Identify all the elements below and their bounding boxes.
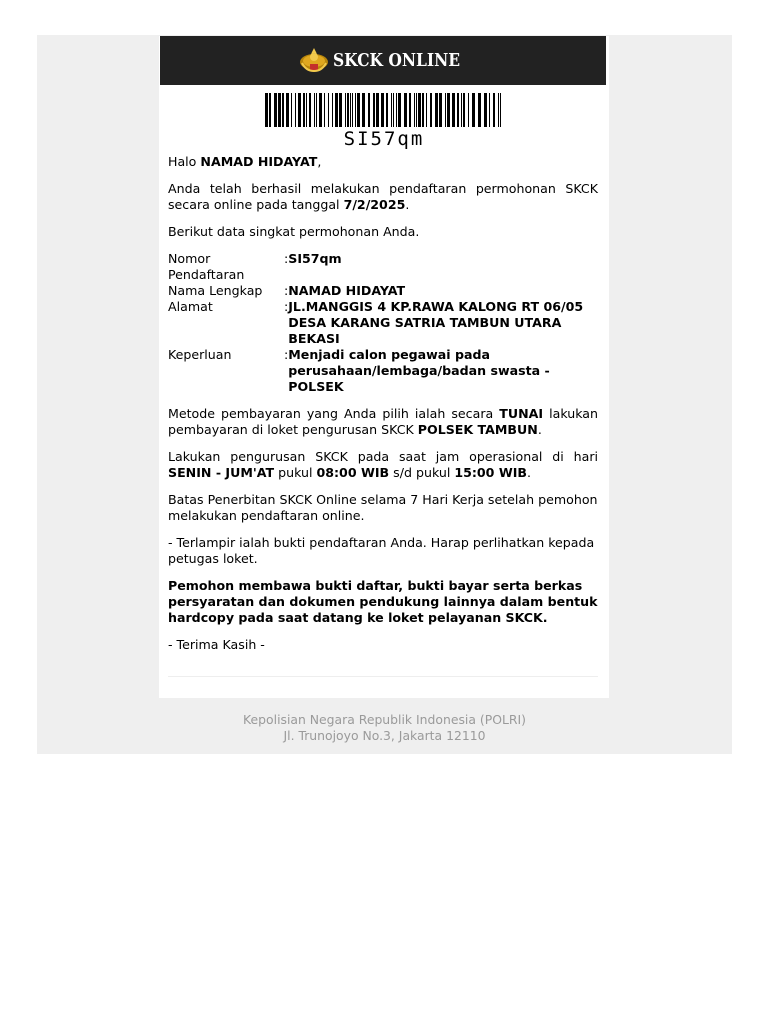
detail-row [168, 299, 588, 347]
barcode-bar [355, 93, 356, 127]
barcode-bar [368, 93, 370, 127]
barcode-bar [457, 93, 459, 127]
detail-label: Nama Lengkap [168, 283, 263, 298]
barcode-bar [295, 93, 296, 127]
greeting: Halo NAMAD HIDAYAT, [168, 154, 322, 169]
detail-label: Keperluan [168, 347, 232, 362]
barcode-bar [386, 93, 388, 127]
barcode-bar [422, 93, 424, 127]
closing-text: - Terima Kasih - [168, 637, 265, 652]
barcode-code: SI57qm [343, 128, 425, 150]
barcode-bar [489, 93, 490, 127]
detail-colon: : [284, 347, 289, 362]
barcode-bar [286, 93, 289, 127]
barcode-bar [274, 93, 277, 127]
detail-colon: : [284, 251, 289, 266]
detail-row [168, 347, 588, 395]
barcode-bar [265, 93, 268, 127]
barcode-bar [291, 93, 292, 127]
barcode-bar [404, 93, 407, 127]
detail-colon: : [284, 283, 289, 298]
barcode-bar [373, 93, 375, 127]
skck-logo [298, 45, 469, 77]
footer-organization: Kepolisian Negara Republik Indonesia (POLRI) [243, 712, 526, 727]
close-time: 15:00 WIB [454, 465, 528, 480]
barcode-bar [418, 93, 421, 127]
open-time: 08:00 WIB [316, 465, 390, 480]
polri-emblem-icon [298, 45, 330, 77]
barcode-bar [430, 93, 432, 127]
barcode-bar [414, 93, 415, 127]
barcode-bar [324, 93, 325, 127]
barcode-bar [328, 93, 329, 127]
barcode-bar [498, 93, 499, 127]
detail-value: Menjadi calon pegawai pada perusahaan/lembaga/badan swasta - POLSEK [288, 347, 550, 394]
payment-paragraph: Metode pembayaran yang Anda pilih ialah secara TUNAI lakukan pembayaran di loket pengurusan SKCK POLSEK TAMBUN. [168, 406, 598, 437]
barcode-bar [298, 93, 301, 127]
email-header [160, 36, 606, 85]
barcode-bar [500, 93, 501, 127]
deadline-paragraph: Batas Penerbitan SKCK Online selama 7 Hari Kerja setelah pemohon melakukan pendaftaran online. [168, 492, 598, 523]
email-body [168, 154, 598, 664]
detail-row [168, 283, 588, 299]
barcode-bar [461, 93, 462, 127]
detail-row [168, 251, 588, 283]
barcode-bar [447, 93, 450, 127]
barcode-bar [303, 93, 305, 127]
email-card [159, 36, 609, 698]
barcode-bar [306, 93, 307, 127]
barcode-bar [445, 93, 446, 127]
barcode-bar [278, 93, 281, 127]
barcode-bar [493, 93, 495, 127]
barcode-bar [484, 93, 487, 127]
barcode-bar [335, 93, 338, 127]
detail-label: Alamat [168, 299, 213, 314]
barcode-bar [391, 93, 392, 127]
barcode-bar [350, 93, 351, 127]
summary-intro: Berikut data singkat permohonan Anda. [168, 224, 420, 239]
intro-paragraph: Anda telah berhasil melakukan pendaftaran permohonan SKCK secara online pada tanggal 7/2/2025. [168, 181, 598, 212]
barcode-bar [269, 93, 271, 127]
operating-days: SENIN - JUM'AT [168, 465, 275, 480]
barcode [264, 93, 504, 150]
payment-office: POLSEK TAMBUN [417, 422, 538, 437]
barcode-bar [309, 93, 311, 127]
barcode-bar [357, 93, 360, 127]
detail-label: Nomor Pendaftaran [168, 251, 245, 282]
barcode-bar [435, 93, 438, 127]
barcode-bar [316, 93, 317, 127]
barcode-bar [463, 93, 465, 127]
applicant-name: NAMAD HIDAYAT [200, 154, 318, 169]
barcode-bar [478, 93, 481, 127]
email-background [37, 35, 732, 754]
email-footer [37, 712, 732, 744]
detail-value: JL.MANGGIS 4 KP.RAWA KALONG RT 06/05 DESA KARANG SATRIA TAMBUN UTARA BEKASI [288, 299, 584, 346]
barcode-bar [376, 93, 379, 127]
barcode-bar [416, 93, 417, 127]
barcode-bar [398, 93, 401, 127]
barcode-bar [472, 93, 475, 127]
barcode-bar [345, 93, 346, 127]
detail-value: SI57qm [288, 251, 342, 266]
barcode-bar [314, 93, 315, 127]
barcode-bar [282, 93, 284, 127]
barcode-bar [393, 93, 394, 127]
barcode-bar [426, 93, 427, 127]
header-title: SKCK ONLINE [332, 50, 460, 71]
footer-address: Jl. Trunojoyo No.3, Jakarta 12110 [283, 728, 486, 743]
attachment-paragraph: - Terlampir ialah bukti pendaftaran Anda. Harap perlihatkan kepada petugas loket. [168, 535, 595, 566]
barcode-bar [396, 93, 397, 127]
barcode-bar [347, 93, 349, 127]
barcode-bar [319, 93, 322, 127]
barcode-bar [352, 93, 353, 127]
barcode-bars [264, 93, 504, 127]
barcode-bar [439, 93, 442, 127]
divider [168, 676, 598, 677]
payment-method: TUNAI [499, 406, 544, 421]
hours-paragraph: Lakukan pengurusan SKCK pada saat jam operasional di hari SENIN - JUM'AT pukul 08:00 WIB s/d pukul 15:00 WIB. [168, 449, 598, 480]
registration-details [168, 251, 588, 395]
registration-date: 7/2/2025 [343, 197, 406, 212]
detail-colon: : [284, 299, 289, 314]
barcode-bar [332, 93, 333, 127]
barcode-bar [362, 93, 365, 127]
barcode-bar [381, 93, 384, 127]
barcode-bar [409, 93, 411, 127]
barcode-bar [339, 93, 342, 127]
barcode-bar [468, 93, 469, 127]
detail-value: NAMAD HIDAYAT [288, 283, 406, 298]
requirements-paragraph: Pemohon membawa bukti daftar, bukti bayar serta berkas persyaratan dan dokumen pendukung lainnya dalam bentuk hardcopy pada saat datang ke loket pelayanan SKCK. [168, 578, 598, 625]
barcode-bar [452, 93, 455, 127]
